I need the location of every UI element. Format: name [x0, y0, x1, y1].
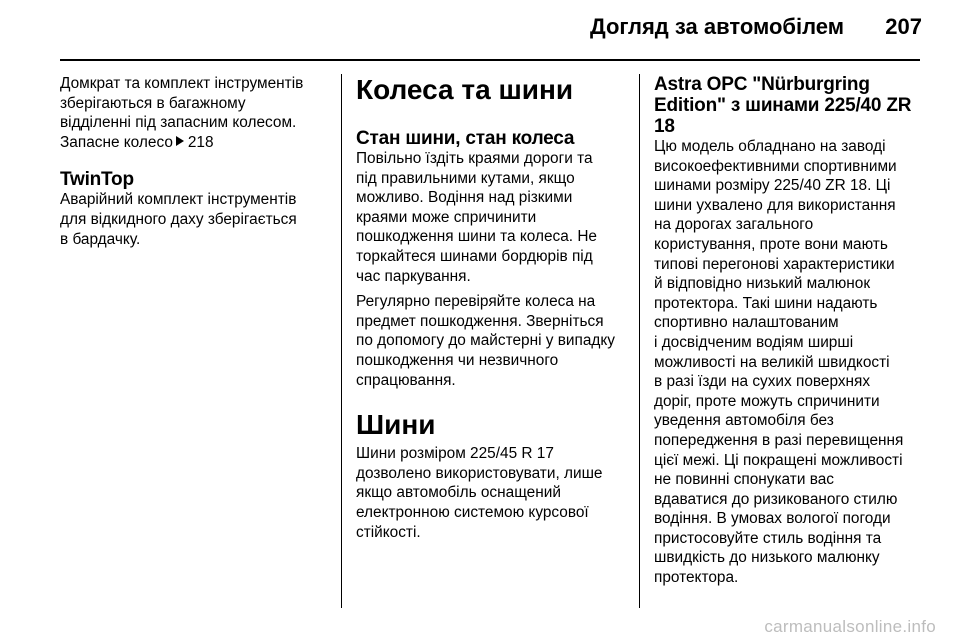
- section-title-tyres: Шини: [356, 409, 436, 441]
- tyre-condition-paragraph-2: Регулярно перевіряйте колеса на предмет пошкодження. Зверніться по допомогу до майстерні у випадку пошкодження чи незвичного спрацювання.: [356, 293, 615, 389]
- watermark: carmanualsonline.info: [764, 617, 936, 636]
- column-divider-right: [639, 74, 640, 608]
- page-number: 207: [885, 14, 922, 39]
- nurburgring-edition-paragraph: Цю модель обладнано на заводі високоефективними спортивними шинами розміру 225/40 ZR 18. Ці шини ухвалено для використання на дорогах загального користування, проте вони мають типові перегонові характеристики й відповідно низький малюнок протектора. Такі шини надають спортивно налаштованим і досвідченим водіям ширші можливості на великій швидкості в разі їзди на сухих поверхнях доріг, проте можуть спричинити уведення автомобіля без попередження в разі перевищення цієї межі. Ці покращені можливості не повинні спонукати вас вдаватися до ризикованого стилю водіння. В умовах вологої погоди пристосовуйте стиль водіння та швидкість до низького малюнку протектора.: [654, 138, 904, 587]
- column-3: [654, 74, 924, 588]
- page-title: Догляд за автомобілем: [590, 14, 845, 39]
- nurburgring-edition-heading: Astra OPC "Nürburgring Edition" з шинами 225/40 ZR 18: [654, 74, 912, 137]
- column-divider-left: [341, 74, 342, 608]
- tyre-condition-heading: Стан шини, стан колеса: [356, 128, 575, 149]
- section-title-wheels-tyres: Колеса та шини: [356, 74, 574, 105]
- header-rule: [60, 59, 920, 61]
- twintop-paragraph: Аварійний комплект інструментів для відкидного даху зберігається в бардачку.: [60, 191, 297, 248]
- tyre-condition-paragraph-1: Повільно їздіть краями дороги та під правильними кутами, якщо можливо. Водіння над різкими краями може спричинити пошкодження шини та колеса. Не торкайтеся шинами бордюрів під час паркування.: [356, 150, 597, 285]
- column-1: [60, 74, 330, 249]
- column-2: [356, 74, 628, 542]
- page-reference-arrow-icon: [176, 136, 184, 146]
- twintop-heading: TwinTop: [60, 169, 134, 191]
- spare-wheel-page-ref[interactable]: 218: [187, 133, 214, 151]
- jack-storage-text: Домкрат та комплект інструментів зберігаються в багажному відділенні під запасним колесом. Запасне колесо: [60, 75, 304, 151]
- tyres-paragraph: Шини розміром 225/45 R 17 дозволено використовувати, лише якщо автомобіль оснащений електронною системою курсової стійкості.: [356, 445, 603, 541]
- jack-storage-paragraph: [60, 74, 330, 152]
